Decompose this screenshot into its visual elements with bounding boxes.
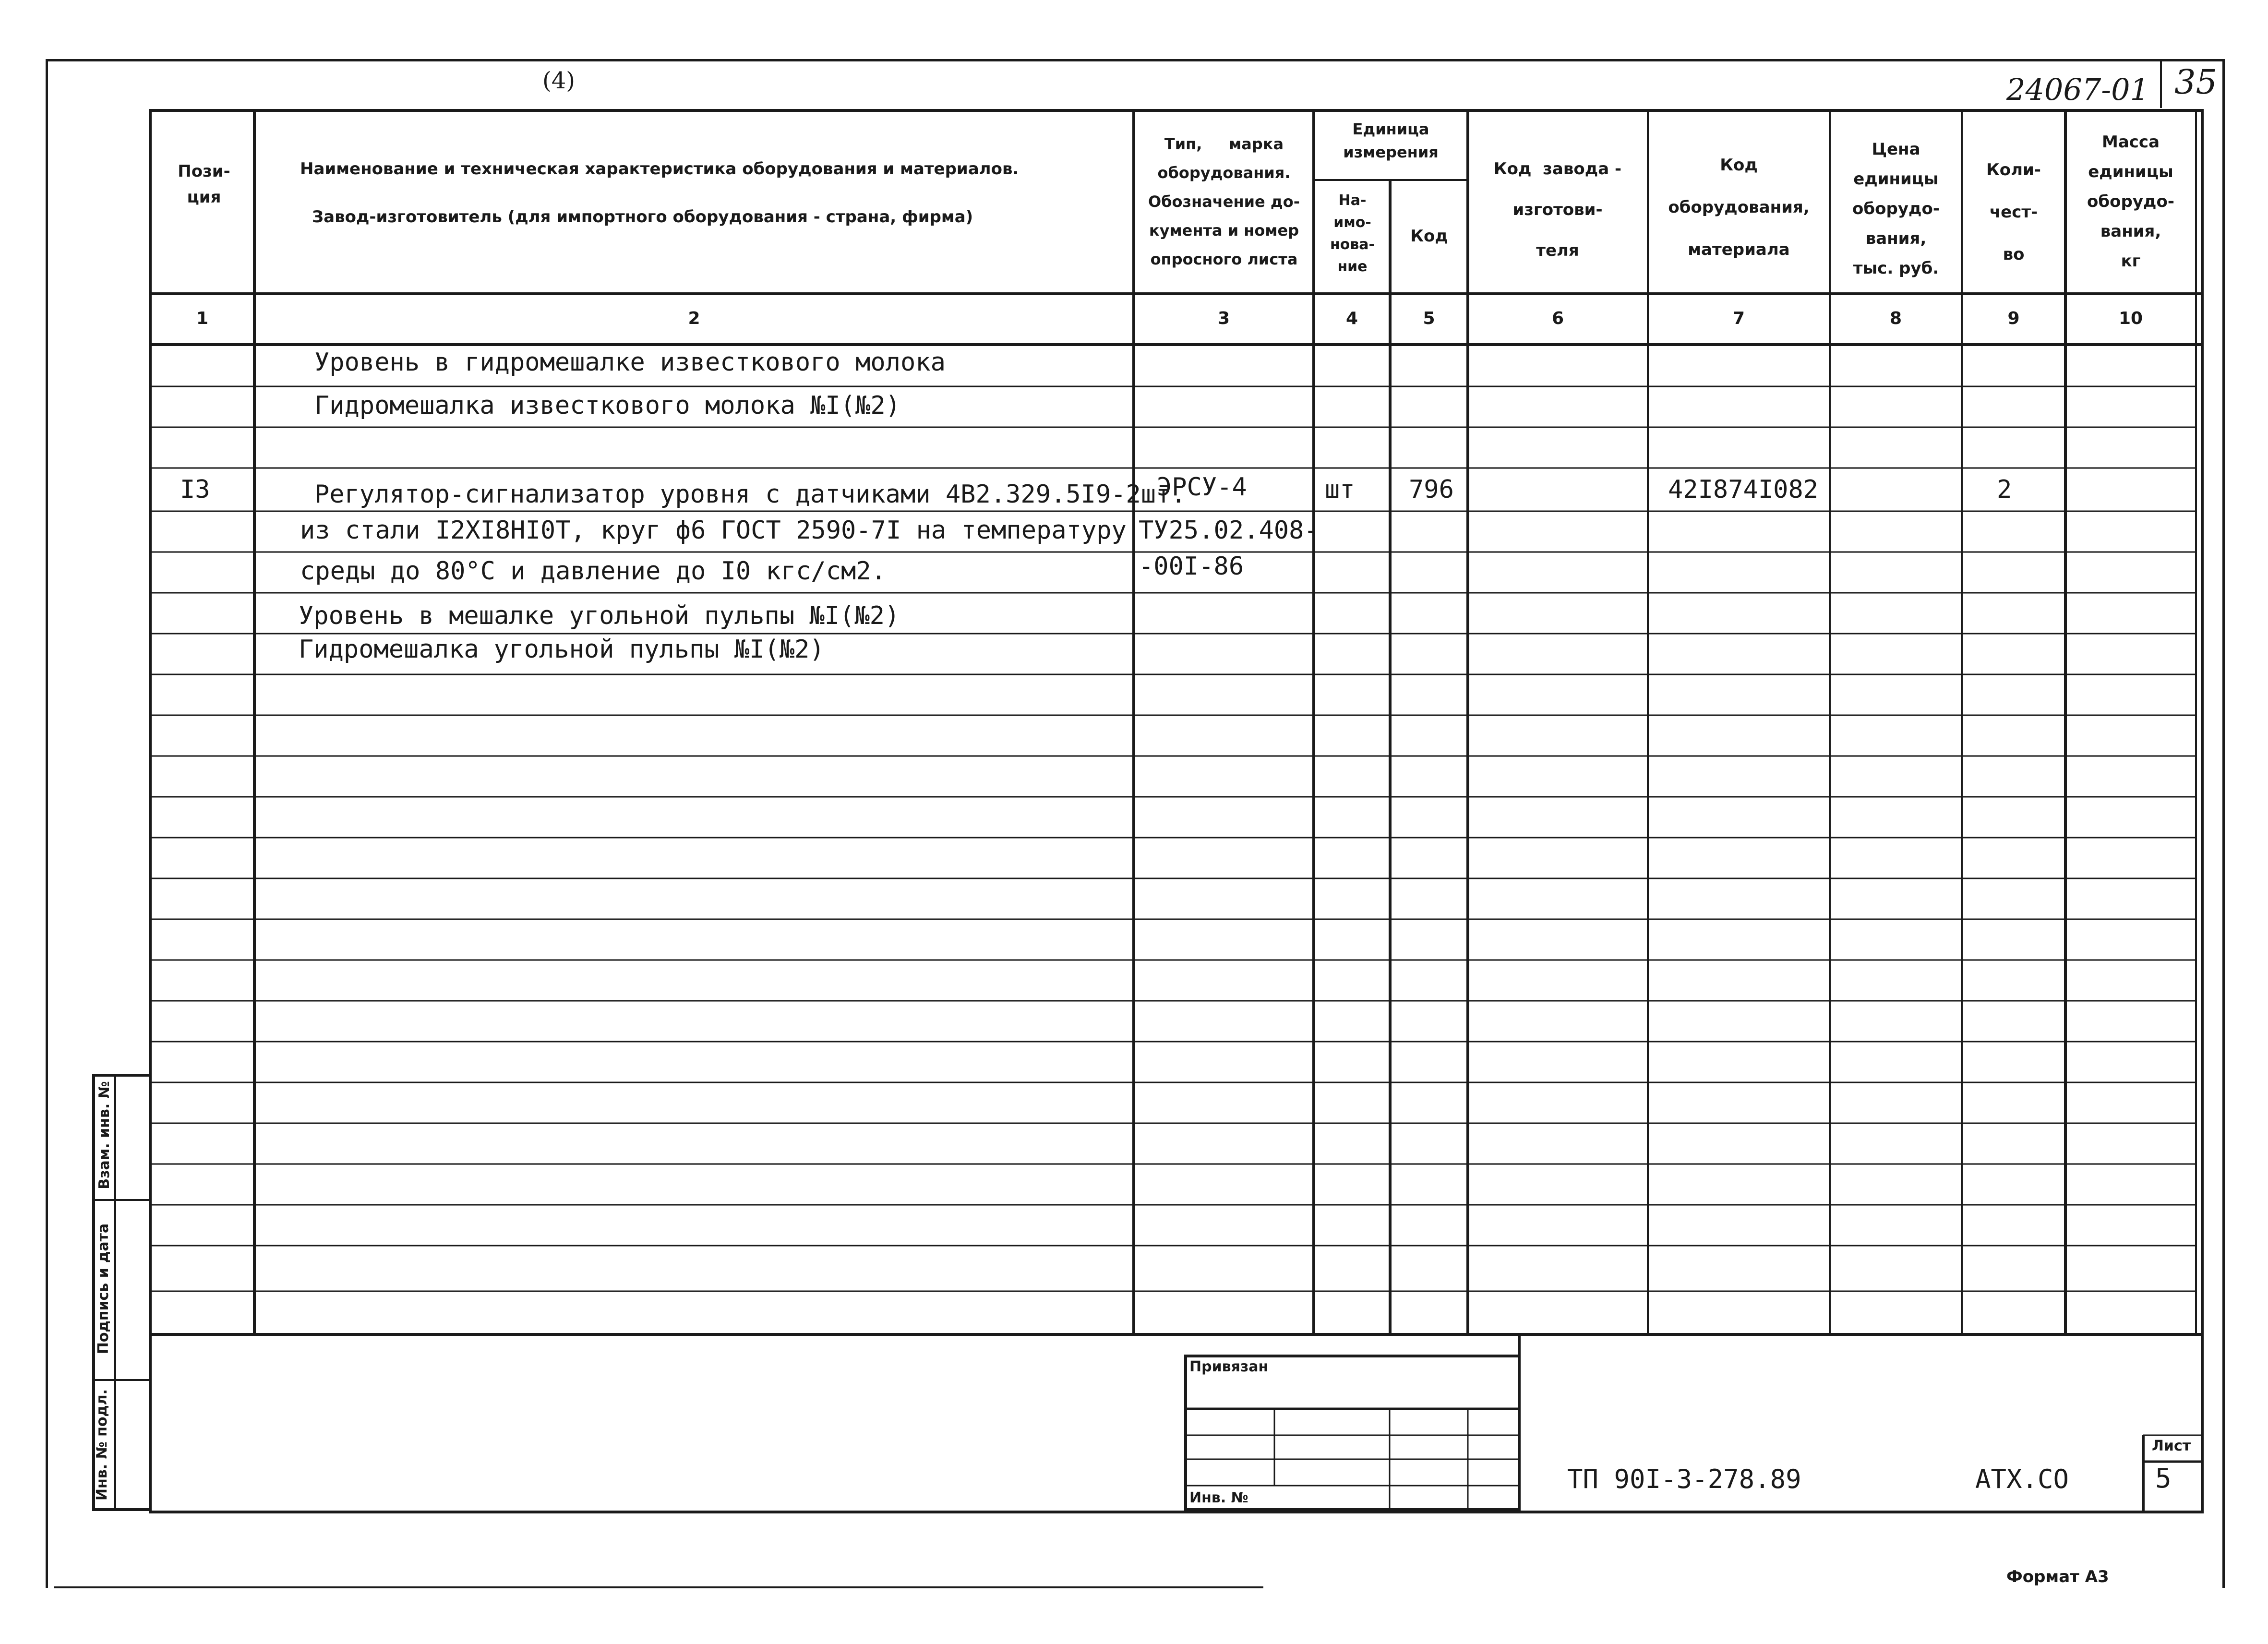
header-price-l3: оборудо- [1852,199,1940,218]
header-type-l5: опросного листа [1150,250,1298,268]
row4-qty: 2 [1997,475,2012,504]
side-label-inv-original: Инв. № подл. [94,1389,110,1501]
header-qty-l1: Коли- [1986,160,2041,180]
stamp-sheet-number: 5 [2155,1463,2172,1494]
header-mass-l5: кг [2121,252,2141,271]
row6-name: среды до 80°С и давление до I0 кгс/см2. [300,557,886,586]
col-num-6: 6 [1551,309,1564,328]
side-label-replace-inv: Взам. инв. № [96,1081,113,1189]
stamp-inv-label: Инв. № [1189,1489,1248,1506]
header-equip-code [1649,144,1829,271]
handwritten-sheet: 35 [2174,62,2218,102]
header-unit-name-l3: нова- [1330,236,1375,253]
header-equip-code-l1: Код [1720,156,1758,175]
header-plant-code-l1: Код завода - [1493,159,1622,179]
stamp-linked-label: Привязан [1189,1358,1269,1375]
header-unit-name-l4: ние [1337,258,1368,275]
header-plant-code [1469,149,1646,271]
header-price-l2: единицы [1853,169,1939,189]
col-num-9: 9 [2007,309,2020,328]
format-label: Формат А3 [2006,1567,2109,1586]
row8-name: Гидромешалка угольной пульпы №I(№2) [299,635,825,664]
header-plant-code-l2: изготови- [1512,200,1603,219]
header-type [1135,130,1313,274]
header-unit-group [1315,118,1466,164]
col-num-7: 7 [1732,309,1745,328]
header-price-l4: вания, [1865,229,1927,248]
row4-unit-code: 796 [1409,475,1454,504]
header-name-line1: Наименование и техническая характеристика оборудования и материалов. [300,159,1019,179]
side-label-signature-date: Подпись и дата [95,1223,112,1355]
row5-type: ТУ25.02.408- [1139,516,1319,545]
header-unit-code: Код [1410,227,1448,246]
stamp-doc-code: ТП 90I-3-278.89 [1567,1464,1801,1494]
header-qty-l2: чест- [1989,203,2038,222]
header-unit-name-l2: имо- [1333,214,1371,231]
header-equip-code-l3: материала [1688,240,1790,259]
header-type-l4: кумента и номер [1149,221,1299,240]
header-unit-name-l1: На- [1338,192,1367,209]
col-num-3: 3 [1217,309,1230,328]
header-qty [1963,149,2064,276]
header-mass-l1: Масса [2101,132,2160,152]
col-num-8: 8 [1889,309,1902,328]
row2-name: Гидромешалка известкового молока №I(№2) [314,391,900,420]
stamp-doc-mark: АТХ.СО [1975,1464,2069,1494]
row4-type: ЭРСУ-4 [1157,473,1247,502]
row4-name: Регулятор-сигнализатор уровня с датчиками 4В2.329.5I9-2шт. [314,480,1186,509]
header-price [1831,134,1961,283]
row4-equip-code: 42I874I082 [1668,475,1819,504]
header-plant-code-l3: теля [1536,241,1579,260]
row4-pos: I3 [180,475,210,504]
header-unit-name [1315,190,1390,278]
col-num-10: 10 [2118,309,2143,328]
header-price-l1: Цена [1872,140,1920,159]
header-price-l5: тыс. руб. [1853,259,1939,278]
header-mass-l2: единицы [2088,162,2173,181]
header-mass-l4: вания, [2100,222,2161,241]
col-num-4: 4 [1345,309,1358,328]
header-type-l3: Обозначение до- [1148,192,1300,211]
col-num-1: 1 [196,309,209,328]
col-num-2: 2 [688,309,700,328]
header-equip-code-l2: оборудования, [1668,198,1810,217]
header-type-l2: оборудования. [1157,164,1291,182]
handwritten-code: 24067-01 [2006,72,2149,107]
row1-name: Уровень в гидромешалке известкового молока [314,348,946,377]
header-unit-group-l1: Единица [1352,120,1429,138]
header-name-line2: Завод-изготовитель (для импортного оборудования - страна, фирма) [312,207,973,227]
col-num-5: 5 [1423,309,1435,328]
stamp-sheet-label: Лист [2152,1438,2191,1454]
page-marker: (4) [542,67,575,94]
header-type-l1: Тип, марка [1164,135,1284,153]
row4-unit: шт [1325,475,1355,504]
row5-name: из стали I2XI8HI0T, круг ф6 ГОСТ 2590-7I на температуру [300,516,1127,545]
header-qty-l3: во [2003,245,2025,264]
header-position [158,158,250,210]
header-unit-group-l2: измерения [1343,143,1439,161]
header-mass-l3: оборудо- [2087,192,2174,211]
header-mass [2066,127,2195,276]
row7-name: Уровень в мешалке угольной пульпы №I(№2) [299,601,900,630]
header-position-line2: ция [187,188,221,207]
row6-type: -00I-86 [1139,552,1244,581]
header-position-line1: Пози- [178,162,230,181]
